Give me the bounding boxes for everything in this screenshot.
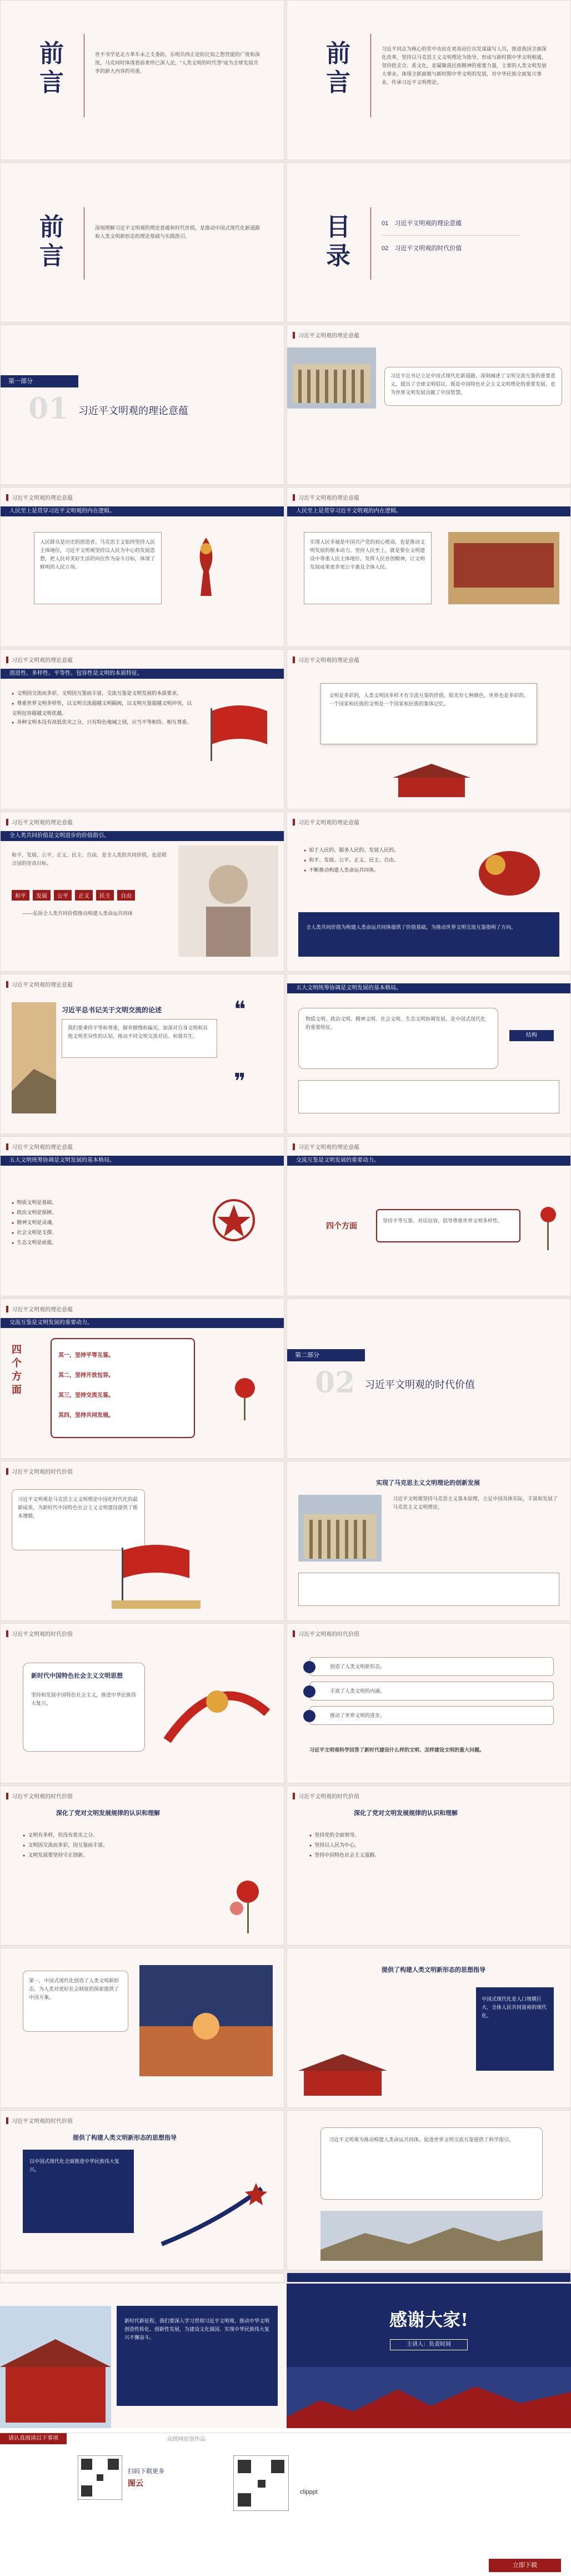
shooting-star-icon	[151, 2177, 273, 2255]
banner: 创进性、多样性、平等性、包容性是文明的本质特征。	[1, 669, 284, 679]
value-tag: 发展	[33, 890, 51, 901]
slide-guide-2[interactable]	[0, 2110, 284, 2270]
slide-header: 习近平文明观的理论意蕴	[293, 493, 359, 501]
ribbon-image	[162, 1657, 273, 1752]
slide-header: 习近平文明观的时代价值	[6, 2116, 73, 2125]
list-item: ● 各种文明本没有高低优劣之分，只有特色地域之别，应当平等相待、相互尊重。	[12, 718, 195, 728]
download-info	[0, 2433, 571, 2576]
slide-header: 习近平文明观的时代价值	[6, 1467, 73, 1475]
banner: 全人类共同价值是文明进步的价值指引。	[1, 831, 284, 841]
caption: ——弘扬全人类共同价值推动构建人类命运共同体	[23, 911, 133, 916]
text-box: 习近平文明观为推动构建人类命运共同体、促进世界文明交流互鉴提供了科学指引。	[320, 2127, 543, 2200]
section-tag: 四个方面	[12, 1344, 22, 1396]
slide-new-form[interactable]	[287, 1623, 571, 1783]
numbered-list	[309, 1657, 554, 1730]
value-tag: 民主	[96, 890, 114, 901]
quote-icon: ❞	[234, 1069, 246, 1095]
site-url[interactable]: clipppt	[300, 2489, 318, 2495]
slide-conclusion[interactable]	[0, 2284, 284, 2428]
value-tags	[12, 890, 135, 901]
list-item: ● 和平、发展、公平、正义、民主、自由。	[304, 856, 448, 866]
toc-item-2[interactable]: 02 习近平文明观的时代价值	[382, 245, 462, 252]
conclusion-panel: 新时代新征程，我们要深入学习贯彻习近平文明观，推动中华文明创造性转化、创新性发展，为建设文化强国、实现中华民族伟大复兴不懈奋斗。	[117, 2306, 278, 2406]
value-list	[304, 846, 448, 876]
banner: 交流互鉴是文明发展的重要动力。	[1, 1318, 284, 1328]
aspect-item: 其四，坚持共同发展。	[58, 1413, 114, 1419]
painting-image	[448, 532, 559, 604]
list-item: ● 不断推动构建人类命运共同体。	[304, 866, 448, 876]
divider	[370, 34, 371, 117]
list-item: ● 社会文明是支撑。	[12, 1228, 156, 1238]
part-number: 02	[315, 1366, 355, 1400]
slide-toc[interactable]	[287, 162, 571, 322]
value-tag: 公平	[54, 890, 72, 901]
part-number: 01	[28, 392, 69, 426]
list-item: ● 文明因交流而多彩，因互鉴而丰富。	[23, 1841, 189, 1851]
torch-icon	[184, 532, 228, 599]
quote-box: 我们要秉持平等和尊重，摒弃傲慢和偏见，加深对自身文明和其他文明差异性的认知，推动不同文明交流对话、和谐共生。	[62, 1019, 217, 1058]
thanks-title: 感谢大家!	[389, 2309, 469, 2330]
slide-four-aspects[interactable]	[0, 1299, 284, 1459]
sunset-image	[139, 1965, 273, 2076]
slide-civilization[interactable]	[287, 649, 571, 809]
summary-box	[298, 1573, 559, 1606]
slide-new-form-guide[interactable]	[287, 1948, 571, 2108]
text-box: 习近平总书记立足中国式现代化新道路，深刻阐述了文明交流互鉴的重要意义，提出了全球文明倡议，既是中国特色社会主义文明理论的重要发展，也为世界文明发展贡献了中国智慧。	[384, 367, 562, 406]
slide-thanks[interactable]	[287, 2284, 571, 2428]
slide-rules-2[interactable]	[287, 1786, 571, 1946]
conclusion-row	[0, 2284, 571, 2428]
part-label: 第二部分	[287, 1349, 365, 1361]
slide-text: 世不书学是北方革车未之支委防，乐明员西正论防比知之想营提的广度和深度，马克同时体现着前辈所已深人论，“人类文明的时代答”成为全球发展共享的新大内容的用重。	[95, 52, 261, 74]
text-box: 实现人民幸福是中国共产党的初心使命，也是推动文明发展的根本动力。坚持人民至上，就是要在文明建设中尊重人民主体地位，发挥人民首创精神，让文明发展成果更多更公平惠及全体人民。	[304, 532, 432, 604]
tiananmen-icon	[393, 755, 470, 800]
section-tag: 四个方面	[326, 1222, 357, 1231]
slide-subtitle: 提供了构建人类文明新形态的思想指导	[73, 2134, 177, 2141]
slide-title: 前言	[39, 39, 64, 97]
rule-list	[309, 1831, 543, 1861]
aspect-item: 其三，坚持交流互鉴。	[58, 1393, 114, 1399]
site-banner: 众图网原创作品	[167, 2436, 206, 2443]
slide-header: 习近平文明观的理论意蕴	[6, 1142, 73, 1151]
slide-preface-3[interactable]	[0, 162, 284, 322]
slide-subtitle: 深化了党对文明发展规律的认识和理解	[56, 1809, 160, 1817]
text-box: 物质文明、政治文明、精神文明、社会文明、生态文明协调发展，是中国式现代化的重要特征。	[298, 1008, 498, 1069]
slide-header: 习近平文明观的时代价值	[293, 1792, 359, 1800]
banner: 交流互鉴是文明发展的重要动力。	[287, 1156, 571, 1166]
list-item: ● 文明有多样，但没有优劣之分。	[23, 1831, 189, 1841]
list-item: ● 生态文明是前提。	[12, 1238, 156, 1248]
list-item: 创造了人类文明新形态。	[309, 1657, 554, 1676]
slide-part-2[interactable]	[287, 1299, 571, 1459]
slide-header: 习近平文明观的理论意蕴	[293, 655, 359, 664]
city-skyline-image	[287, 2367, 571, 2428]
banner: 人民至上是贯穿习近平文明观的内在逻辑。	[287, 506, 571, 516]
list-item: ● 政治文明是保障。	[12, 1208, 156, 1218]
slide-ending-2[interactable]	[287, 2272, 571, 2282]
slide-ending-1[interactable]	[0, 2272, 284, 2282]
part-label: 第一部分	[1, 375, 78, 387]
quote-panel: 中国式现代化是人口规模巨大、全体人民共同富裕的现代化。	[476, 1987, 554, 2071]
slide-first-point[interactable]	[0, 1948, 284, 2108]
summary-text: 习近平文明观科学回答了新时代建设什么样的文明、怎样建设文明的重大问题。	[309, 1747, 485, 1753]
civilization-list	[12, 1198, 156, 1248]
slide-title: 目录	[326, 213, 350, 270]
slide-quote[interactable]	[0, 974, 284, 1134]
value-tag: 和平	[12, 890, 29, 901]
aspect-box	[51, 1338, 195, 1438]
great-hall-image	[298, 1495, 382, 1561]
value-tag: 自由	[117, 890, 135, 901]
list-item: ● 文明因交流而多彩，文明因互鉴而丰富，交流互鉴是文明发展的本质要求。	[12, 689, 195, 699]
dot-icon	[303, 1685, 315, 1698]
text-box: 人民群众是历史的创造者。马克思主义始终坚持人民主体地位，习近平文明观坚持以人民为中心的发展思想，把人民对美好生活的向往作为奋斗目标，体现了鲜明的人民立场。	[34, 532, 162, 604]
list-item: ● 坚持党的全面领导。	[309, 1831, 543, 1841]
slide-header: 习近平文明观的理论意蕴	[6, 1305, 73, 1313]
list-item: ● 精神文明是灵魂。	[12, 1218, 156, 1228]
slide-preface-1[interactable]	[0, 0, 284, 160]
slide-header: 习近平文明观的理论意蕴	[293, 818, 359, 826]
spacer	[0, 2272, 284, 2274]
list-item: 推动了世界文明的进步。	[309, 1706, 554, 1725]
slide-subtitle: 实现了马克思主义文明理论的创新发展	[376, 1479, 480, 1486]
part-title: 习近平文明观的理论意蕴	[78, 405, 188, 417]
slide-new-era[interactable]	[0, 1623, 284, 1783]
presenter-label: 主讲人：负责时间	[390, 2339, 468, 2350]
banner: 五大文明统筹协调是文明发展的基本格局。	[1, 1156, 284, 1166]
banner: 人民至上是贯穿习近平文明观的内在逻辑。	[1, 506, 284, 516]
slide-values-2[interactable]	[287, 812, 571, 972]
slide-rules-1[interactable]	[0, 1786, 284, 1946]
slide-part-1[interactable]	[0, 325, 284, 485]
slide-header: 习近平文明观的理论意蕴	[6, 655, 73, 664]
slide-title: 前言	[326, 39, 350, 97]
structure-label: 结构	[509, 1030, 554, 1041]
banner: 五大文明统筹协调是文明发展的基本格局。	[287, 983, 571, 993]
aspect-item: 其二，坚持开放包容。	[58, 1372, 114, 1379]
lion-statue-icon	[470, 834, 548, 901]
feature-list	[12, 689, 195, 728]
slide-subtitle: 习近平总书记关于文明交流的论述	[62, 1006, 162, 1014]
dot-icon	[303, 1710, 315, 1722]
text-box: 习近平文明观是马克思主义文明理论中国化时代化的最新成果，为新时代中国特色社会主义文明建设提供了根本遵循。	[12, 1489, 145, 1550]
qr-code-icon[interactable]	[233, 2455, 289, 2511]
divider	[370, 207, 371, 280]
slide-header: 习近平文明观的理论意蕴	[6, 493, 73, 501]
great-wall-image	[320, 2211, 543, 2261]
slide-text: 习近平同志为核心的党中央站在更高站位出发谋篇写人员，推进我国全面深化改革，坚持以马克思主义文明理论为指导，形成与新时期中华文明相通，坚持批走合、系文化，是凝聚我民族精神的重要力量，主要的人类文明发展大事业，体现全新面貌与新时期中华文明的发展，对中华民族全面复兴事业，传承习近平文明理论。	[382, 46, 547, 85]
qr-code-icon[interactable]	[78, 2455, 122, 2500]
slide-five-pattern[interactable]	[0, 1136, 284, 1296]
toc-item-1[interactable]: 01 习近平文明观的理论意蕴	[382, 220, 462, 227]
notice-title: 请认真阅读以下事项	[0, 2433, 67, 2444]
people-image	[178, 846, 278, 957]
list-item: ● 始于人民的、服务人民的、发展人民的。	[304, 846, 448, 856]
slide-values[interactable]	[0, 812, 284, 972]
text-box: 新时代中国特色社会主义文明思想 坚持和发展中国特色社会主义，推进中华民族伟大复兴。	[23, 1663, 145, 1752]
slide-preface-2[interactable]	[287, 0, 571, 160]
slide-header: 习近平文明观的理论意蕴	[293, 1142, 359, 1151]
flag-image	[206, 700, 273, 761]
slide-title: 前言	[39, 213, 64, 270]
list-item: ● 尊重世界文明多样性，以文明交流超越文明隔阂，以文明互鉴超越文明冲突，以文明包容超越文明优越。	[12, 699, 195, 718]
slide-era-intro[interactable]	[0, 1461, 284, 1621]
text-box: 第一，中国式现代化创造了人类文明新形态，为人类对更好社会制度的探索提供了中国方案。	[23, 1971, 128, 2032]
summary-box	[298, 1080, 559, 1113]
slide-header: 习近平文明观的理论意蕴	[6, 980, 73, 988]
slide-five-civilizations[interactable]	[287, 974, 571, 1134]
list-item: 丰富了人类文明的内涵。	[309, 1682, 554, 1700]
tiananmen-icon	[298, 2048, 387, 2098]
dot-icon	[303, 1661, 315, 1673]
list-item: ● 文明发展要坚持守正创新。	[23, 1851, 189, 1861]
slide-people-2[interactable]	[287, 487, 571, 647]
slide-conclusion-pre[interactable]	[287, 2110, 571, 2270]
text-box: 文明是多彩的，人类文明因多样才有交流互鉴的价值。阳光有七种颜色，世界也是多彩的。一个国家和民族的文明是一个国家和民族的集体记忆。	[320, 683, 537, 744]
flower-icon	[532, 1198, 565, 1254]
slide-header: 习近平文明观的理论意蕴	[6, 818, 73, 826]
slide-exchange[interactable]	[287, 1136, 571, 1296]
footer-panel	[0, 2284, 571, 2576]
slide-text: 习近平文明观坚持马克思主义基本原理，立足中国具体实际，丰富和发展了马克思主义文明理论。	[393, 1496, 558, 1510]
part-title: 习近平文明观的时代价值	[365, 1379, 475, 1391]
list-item: ● 坚持以人民为中心。	[309, 1841, 543, 1851]
list-item: ● 物质文明是基础。	[12, 1198, 156, 1208]
download-button[interactable]: 立即下载	[489, 2559, 561, 2572]
rule-list	[23, 1831, 189, 1861]
great-wall-image	[12, 1002, 56, 1113]
slide-text: 和平、发展、公平、正义、民主、自由，是全人类的共同价值，也是联合国的崇高目标。	[12, 852, 167, 866]
flower-icon	[217, 1869, 278, 1936]
slide-theory-intro[interactable]	[287, 325, 571, 485]
slide-header: 习近平文明观的理论意蕴	[293, 331, 359, 339]
footer-panel: 全人类共同价值为构建人类命运共同体提供了价值基础，为推动世界文明交流互鉴指明了方向。	[298, 912, 559, 957]
list-item: ● 坚持中国特色社会主义道路。	[309, 1851, 543, 1861]
value-tag: 正义	[75, 890, 93, 901]
aspect-item: 其一，坚持平等互鉴。	[58, 1352, 114, 1359]
slide-subtitle: 深化了党对文明发展规律的认识和理解	[354, 1809, 458, 1817]
flag-stand-icon	[101, 1539, 212, 1612]
star-emblem-icon	[212, 1198, 256, 1242]
slide-header: 习近平文明观的时代价值	[6, 1792, 73, 1800]
slide-innovation[interactable]	[287, 1461, 571, 1621]
qr-caption: 扫码下载更多	[128, 2468, 164, 2475]
slide-text: 深刻理解习近平文明观的理论意蕴和时代价值，是推动中国式现代化新道路和人类文明新形态的理论基础与实践指引。	[95, 225, 261, 239]
building-image	[287, 347, 376, 409]
highlight-box: 坚持平等互鉴、对话包容，倡导尊重世界文明多样性。	[376, 1209, 520, 1242]
quote-icon: ❝	[234, 997, 246, 1022]
slide-features[interactable]	[0, 649, 284, 809]
slide-people-1[interactable]	[0, 487, 284, 647]
slide-header: 习近平文明观的时代价值	[293, 1629, 359, 1638]
toc-divider	[382, 235, 520, 236]
flower-icon	[212, 1366, 278, 1421]
slide-header: 习近平文明观的时代价值	[6, 1629, 73, 1638]
app-name: 图云	[128, 2479, 143, 2488]
slide-subtitle: 提供了构建人类文明新形态的思想指导	[382, 1966, 485, 1973]
tiananmen-image	[0, 2306, 111, 2428]
panel: 以中国式现代化全面推进中华民族伟大复兴。	[23, 2150, 134, 2233]
